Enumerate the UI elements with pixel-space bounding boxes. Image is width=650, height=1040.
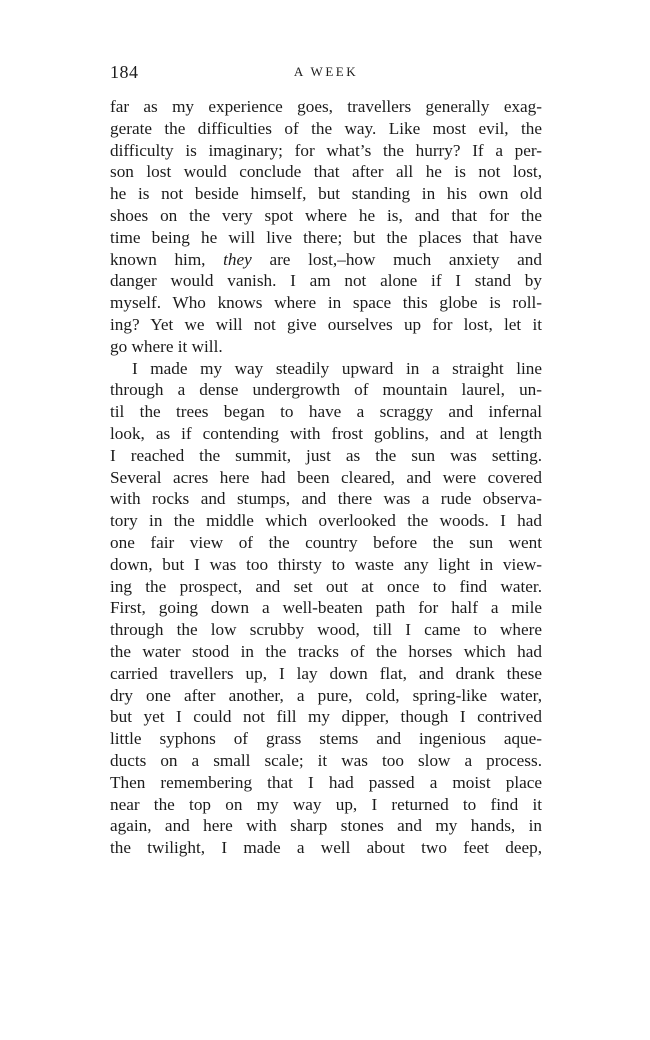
paragraph-continued	[110, 96, 542, 358]
text-line: tory in the middle which overlooked the woods. I had	[110, 511, 542, 531]
text-line: gerate the difficulties of the way. Like most evil, the	[110, 118, 542, 138]
text-line: ducts on a small scale; it was too slow a process.	[110, 750, 542, 770]
text-line: through the low scrubby wood, till I came to where	[110, 620, 542, 640]
text-line: ing? Yet we will not give ourselves up for lost, let it	[110, 314, 542, 334]
text-line: difficulty is imaginary; for what’s the hurry? If a per-	[110, 140, 542, 160]
text-line: far as my experience goes, travellers generally exag-	[110, 97, 542, 116]
text-line: down, but I was too thirsty to waste any light in view-	[110, 554, 542, 574]
text-line: go where it will.	[110, 336, 223, 356]
text-line: I reached the summit, just as the sun was setting.	[110, 445, 542, 465]
text-line: First, going down a well-beaten path for half a mile	[110, 598, 542, 618]
text-run: known him,	[110, 249, 224, 269]
paragraph-ascent	[110, 358, 542, 859]
text-line: little syphons of grass stems and ingenious aque-	[110, 729, 542, 749]
text-line: the water stood in the tracks of the horses which had	[110, 641, 542, 661]
text-line: danger would vanish. I am not alone if I stand by	[110, 271, 542, 291]
text-line: with rocks and stumps, and there was a rude observa-	[110, 489, 542, 509]
page-number: 184	[110, 62, 139, 82]
text-line: til the trees began to have a scraggy and infernal	[110, 402, 542, 422]
text-line	[110, 249, 542, 271]
running-title: A WEEK	[293, 64, 359, 79]
running-head	[110, 62, 542, 86]
emphasized-word: they	[223, 249, 252, 269]
text-line: through a dense undergrowth of mountain laurel, un-	[110, 380, 542, 400]
text-line: shoes on the very spot where he is, and that for the	[110, 205, 542, 225]
text-line: the twilight, I made a well about two feet deep,	[110, 838, 542, 858]
text-line: one fair view of the country before the sun went	[110, 532, 542, 552]
text-line: Then remembering that I had passed a moist place	[110, 772, 542, 792]
text-line: carried travellers up, I lay down flat, and drank these	[110, 663, 542, 683]
text-line: ing the prospect, and set out at once to find water.	[110, 576, 542, 596]
text-line: look, as if contending with frost goblins, and at length	[110, 423, 542, 443]
text-line: he is not beside himself, but standing in his own old	[110, 184, 542, 204]
book-page	[110, 62, 542, 859]
text-line: but yet I could not fill my dipper, though I contrived	[110, 707, 542, 727]
text-line: I made my way steadily upward in a straight line	[132, 358, 542, 378]
text-line: time being he will live there; but the places that have	[110, 227, 542, 247]
text-line: myself. Who knows where in space this globe is roll-	[110, 293, 542, 313]
text-line: son lost would conclude that after all he is not lost,	[110, 162, 542, 182]
text-run: are lost,–how much anxiety and	[251, 249, 542, 269]
text-line: near the top on my way up, I returned to find it	[110, 794, 542, 814]
text-line: Several acres here had been cleared, and were covered	[110, 467, 542, 487]
body-text	[110, 96, 542, 859]
text-line: dry one after another, a pure, cold, spring-like water,	[110, 685, 542, 705]
text-line: again, and here with sharp stones and my hands, in	[110, 816, 542, 836]
